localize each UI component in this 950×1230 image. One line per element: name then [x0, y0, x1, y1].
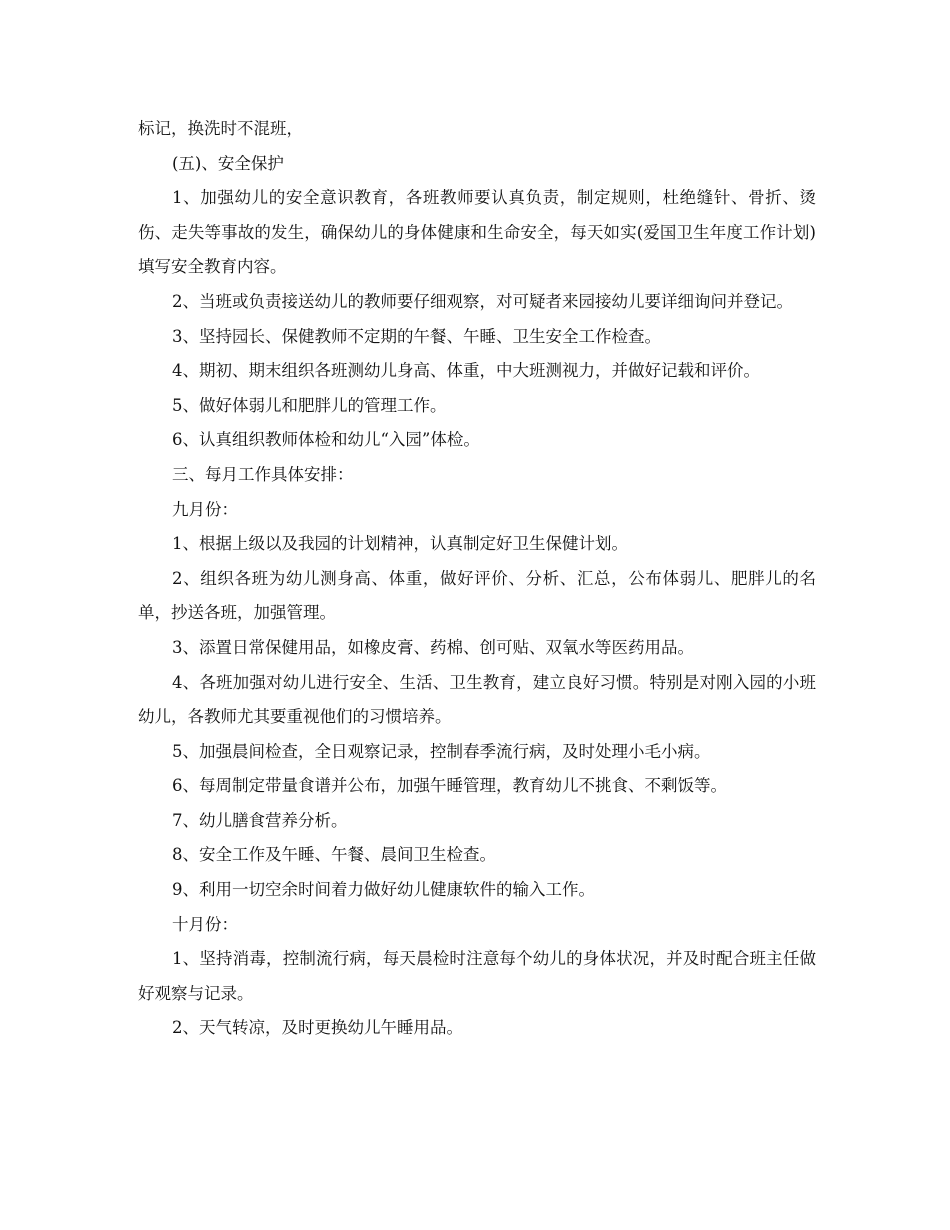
month-heading-september: 九月份： — [172, 499, 238, 519]
paragraph-sep-7: 7、幼儿膳食营养分析。 — [172, 810, 348, 830]
document-page — [138, 112, 816, 1046]
paragraph-sep-5: 5、加强晨间检查，全日观察记录，控制春季流行病，及时处理小毛小病。 — [172, 741, 711, 761]
section-heading-monthly: 三、每月工作具体安排： — [172, 464, 354, 484]
paragraph-safety-6: 6、认真组织教师体检和幼儿“入园”体检。 — [172, 430, 480, 450]
paragraph-safety-1: 1、加强幼儿的安全意识教育，各班教师要认真负责，制定规则，杜绝缝针、骨折、烫伤、走失等事故的发生，确保幼儿的身体健康和生命安全，每天如实(爱国卫生年度工作计划)填写安全教育内容。 — [138, 188, 816, 277]
section-heading-safety: (五)、安全保护 — [172, 153, 284, 173]
month-heading-october: 十月份： — [172, 914, 238, 934]
paragraph-sep-4: 4、各班加强对幼儿进行安全、生活、卫生教育，建立良好习惯。特别是对刚入园的小班幼儿，各教师尤其要重视他们的习惯培养。 — [138, 672, 816, 727]
paragraph-safety-3: 3、坚持园长、保健教师不定期的午餐、午睡、卫生安全工作检查。 — [172, 326, 661, 346]
paragraph-sep-6: 6、每周制定带量食谱并公布，加强午睡管理，教育幼儿不挑食、不剩饭等。 — [172, 776, 727, 796]
paragraph-sep-3: 3、添置日常保健用品，如橡皮膏、药棉、创可贴、双氧水等医药用品。 — [172, 637, 694, 657]
paragraph-sep-1: 1、根据上级以及我园的计划精神，认真制定好卫生保健计划。 — [172, 534, 628, 554]
paragraph-safety-2: 2、当班或负责接送幼儿的教师要仔细观察，对可疑者来园接幼儿要详细询问并登记。 — [172, 291, 793, 311]
paragraph-safety-4: 4、期初、期末组织各班测幼儿身高、体重，中大班测视力，并做好记载和评价。 — [172, 361, 760, 381]
paragraph-safety-5: 5、做好体弱儿和肥胖儿的管理工作。 — [172, 395, 447, 415]
paragraph-sep-8: 8、安全工作及午睡、午餐、晨间卫生检查。 — [172, 845, 496, 865]
paragraph-sep-2: 2、组织各班为幼儿测身高、体重，做好评价、分析、汇总，公布体弱儿、肥胖儿的名单，抄送各班，加强管理。 — [138, 568, 816, 623]
paragraph-oct-2: 2、天气转凉，及时更换幼儿午睡用品。 — [172, 1018, 463, 1038]
paragraph-sep-9: 9、利用一切空余时间着力做好幼儿健康软件的输入工作。 — [172, 880, 595, 900]
paragraph-0: 标记，换洗时不混班， — [138, 119, 303, 138]
paragraph-oct-1: 1、坚持消毒，控制流行病，每天晨检时注意每个幼儿的身体状况，并及时配合班主任做好观察与记录。 — [138, 949, 816, 1003]
